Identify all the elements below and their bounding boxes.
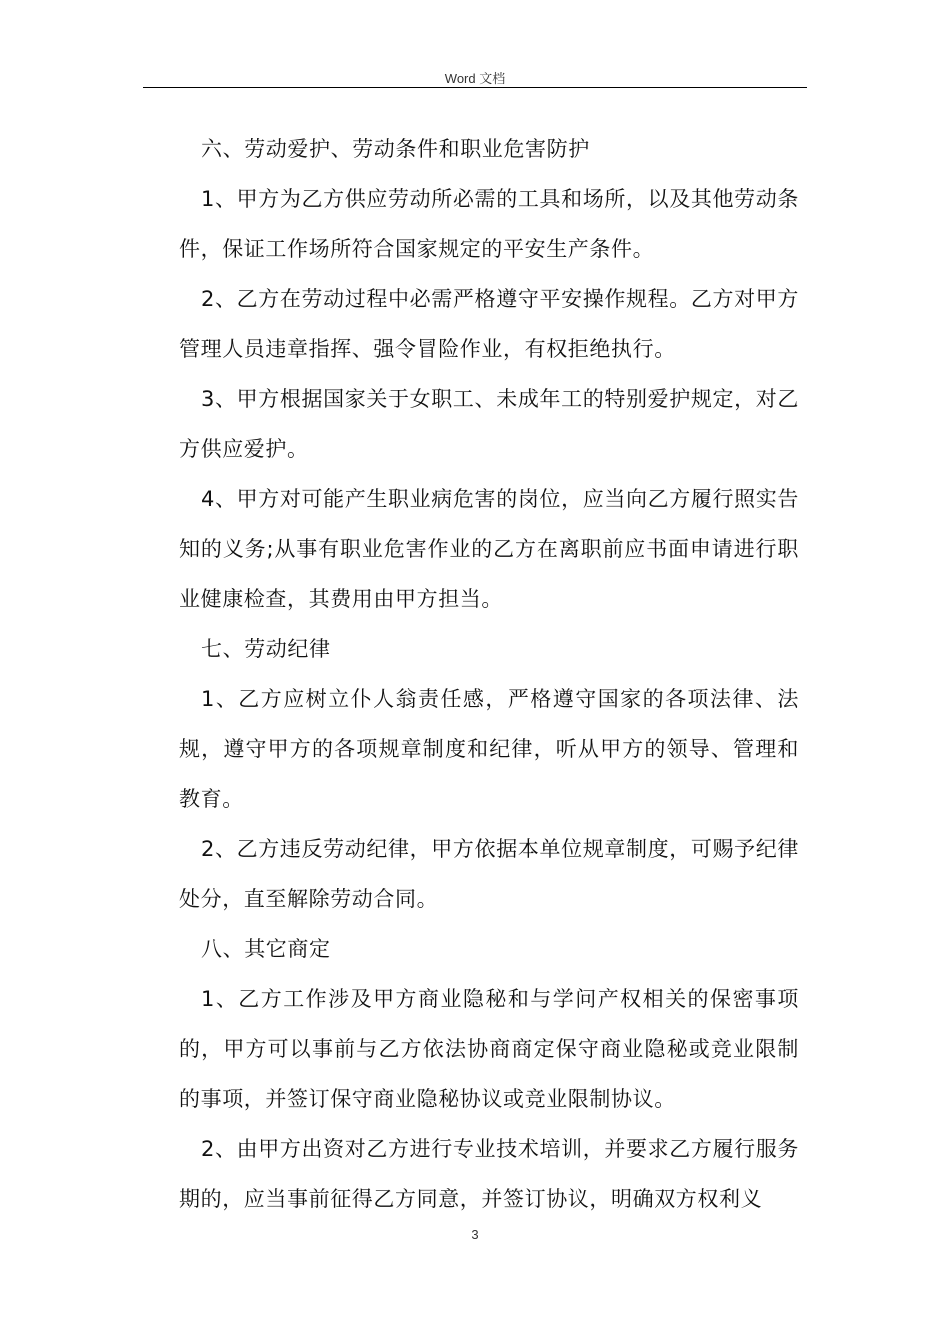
- header-divider: [143, 87, 807, 88]
- paragraph: 2、由甲方出资对乙方进行专业技术培训，并要求乙方履行服务期的，应当事前征得乙方同意，并签订协议，明确双方权利义: [179, 1137, 799, 1211]
- document-body: [179, 124, 799, 1224]
- paragraph: 1、乙方工作涉及甲方商业隐秘和与学问产权相关的保密事项的，甲方可以事前与乙方依法协商商定保守商业隐秘或竞业限制的事项，并签订保守商业隐秘协议或竞业限制协议。: [179, 987, 799, 1111]
- section-heading-6: 六、劳动爱护、劳动条件和职业危害防护: [201, 137, 590, 161]
- section-heading-8: 八、其它商定: [201, 937, 331, 961]
- header-title: Word 文档: [444, 71, 506, 86]
- paragraph: 3、甲方根据国家关于女职工、未成年工的特别爱护规定，对乙方供应爱护。: [179, 387, 799, 461]
- section-heading-7: 七、劳动纪律: [201, 637, 331, 661]
- paragraph: 2、乙方在劳动过程中必需严格遵守平安操作规程。乙方对甲方管理人员违章指挥、强令冒险作业，有权拒绝执行。: [179, 287, 799, 361]
- paragraph: 1、甲方为乙方供应劳动所必需的工具和场所，以及其他劳动条件，保证工作场所符合国家规定的平安生产条件。: [179, 187, 799, 261]
- paragraph: 4、甲方对可能产生职业病危害的岗位，应当向乙方履行照实告知的义务;从事有职业危害作业的乙方在离职前应书面申请进行职业健康检查，其费用由甲方担当。: [179, 487, 799, 611]
- paragraph: 1、乙方应树立仆人翁责任感，严格遵守国家的各项法律、法规，遵守甲方的各项规章制度和纪律，听从甲方的领导、管理和教育。: [179, 687, 799, 811]
- paragraph: 2、乙方违反劳动纪律，甲方依据本单位规章制度，可赐予纪律处分，直至解除劳动合同。: [179, 837, 799, 911]
- page-number: 3: [471, 1227, 479, 1242]
